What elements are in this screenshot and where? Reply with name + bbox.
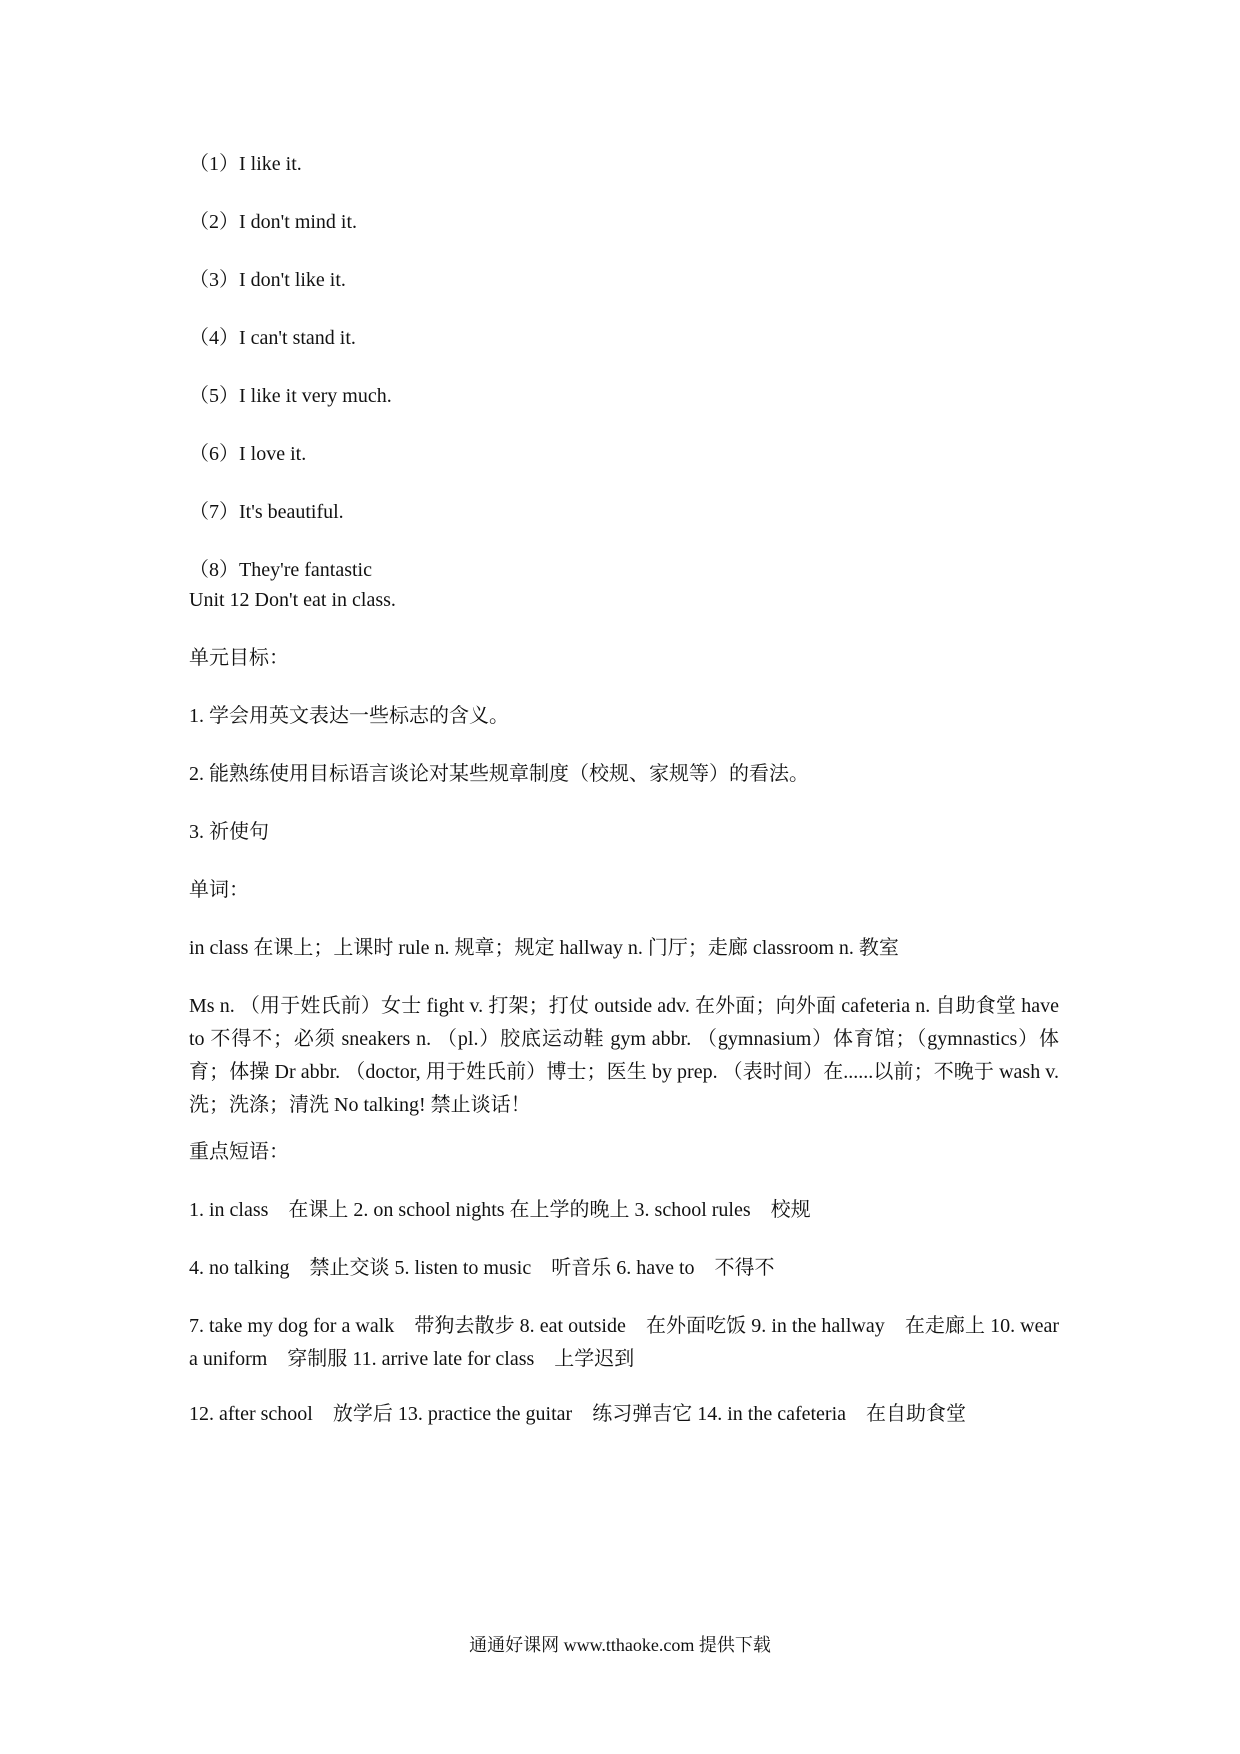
phrase-line: 4. no talking 禁止交谈 5. listen to music 听音乐 6. have to 不得不 [189,1257,775,1279]
goal-item: 3. 祈使句 [189,821,269,843]
footer-download-note: 通通好课网 www.tthaoke.com 提供下载 [469,1635,771,1655]
phrase-line: 12. after school 放学后 13. practice the guitar 练习弹吉它 14. in the cafeteria 在自助食堂 [189,1403,967,1425]
unit-title: Unit 12 Don't eat in class. [189,589,396,611]
goals-heading: 单元目标： [189,647,289,669]
expression-4: （4）I can't stand it. [189,327,356,349]
goal-item: 2. 能熟练使用目标语言谈论对某些规章制度（校规、家规等）的看法。 [189,763,809,785]
goal-item: 1. 学会用英文表达一些标志的含义。 [189,705,509,727]
expression-1: （1）I like it. [189,153,302,175]
expression-6: （6）I love it. [189,443,307,465]
vocab-paragraph: Ms n. （用于姓氏前）女士 fight v. 打架；打仗 outside adv. 在外面；向外面 cafeteria n. 自助食堂 have to 不得不；必须 sneakers n. （pl.）胶底运动鞋 gym abbr. （gymnasium）体育馆；（gymnastics）体育；体操 Dr abbr. （doctor, 用于姓氏前）博士；医生 by prep. （表时间）在......以前；不晚于 wash v. 洗；洗涤；清洗 No talking! 禁止谈话！ [189,995,1059,1116]
expression-5: （5）I like it very much. [189,385,392,407]
expression-7: （7）It's beautiful. [189,501,344,523]
expression-8: （8）They're fantastic [189,559,372,581]
expression-2: （2）I don't mind it. [189,211,358,233]
phrase-line: 1. in class 在课上 2. on school nights 在上学的晚上 3. school rules 校规 [189,1199,811,1221]
vocab-paragraph: in class 在课上；上课时 rule n. 规章；规定 hallway n. 门厅；走廊 classroom n. 教室 [189,937,899,959]
phrase-line: 7. take my dog for a walk 带狗去散步 8. eat outside 在外面吃饭 9. in the hallway 在走廊上 10. wear a uniform 穿制服 11. arrive late for class 上学迟到 [189,1315,1059,1370]
vocab-heading: 单词： [189,879,249,901]
expression-3: （3）I don't like it. [189,269,346,291]
phrases-heading: 重点短语： [189,1141,289,1163]
